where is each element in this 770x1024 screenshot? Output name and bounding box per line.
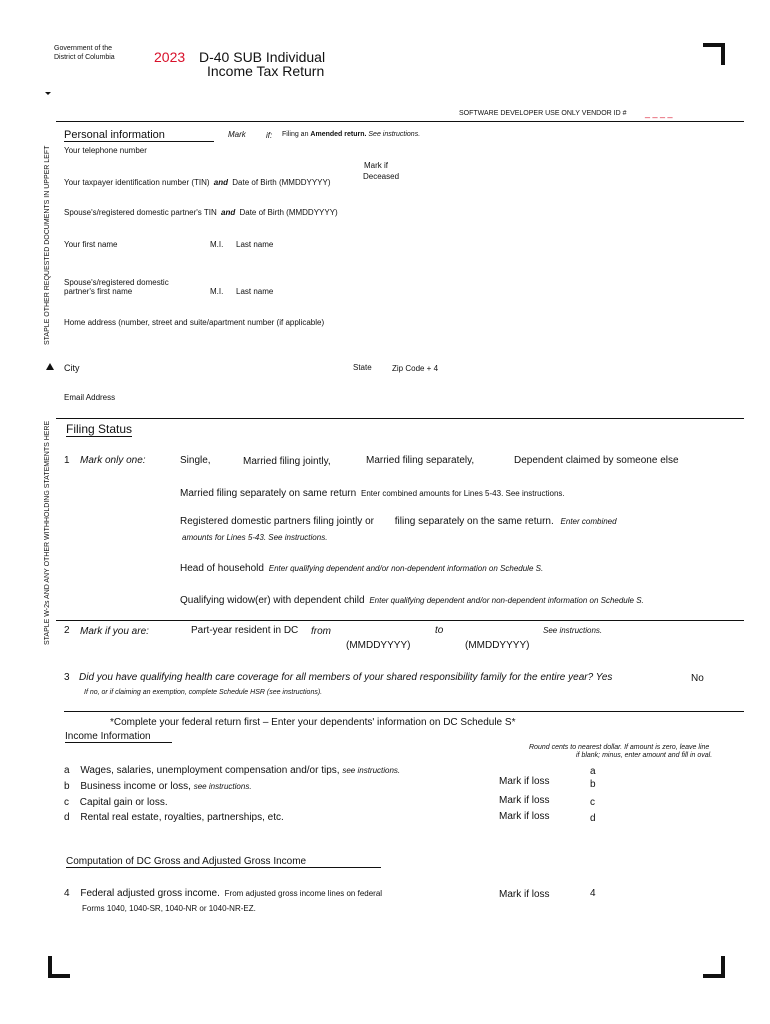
health-question: Did you have qualifying health care coverage for all members of your shared responsibility family for the entire year? Yes: [79, 672, 613, 683]
side-text-bottom: STAPLE W-2s AND ANY OTHER WITHHOLDING STATEMENTS HERE: [44, 420, 51, 645]
health-no-option[interactable]: No: [691, 673, 704, 684]
mark-if-you-are: Mark if you are:: [80, 626, 149, 637]
line4: 4 Federal adjusted gross income. From adjusted gross income lines on federal: [64, 888, 383, 899]
married-same-return-option[interactable]: Married filing separately on same return Enter combined amounts for Lines 5-43. See instructions.: [180, 488, 565, 499]
box-4-label: 4: [590, 888, 596, 899]
deceased-label: Deceased: [363, 172, 400, 181]
spouse-first-line2: partner's first name: [64, 287, 133, 296]
telephone-label: Your telephone number: [64, 146, 147, 155]
line1-number: 1: [64, 455, 70, 466]
health-note: If no, or if claiming an exemption, complete Schedule HSR (see instructions).: [84, 689, 323, 696]
tin-label: Your taxpayer identification number (TIN) and Date of Birth (MMDDYYYY): [64, 178, 331, 187]
gov-line1: Government of the: [54, 45, 112, 52]
mark-if-loss-4[interactable]: Mark if loss: [499, 889, 550, 900]
mark-if-label: Mark if: [364, 161, 388, 170]
city-arrow-icon: [46, 363, 54, 370]
zip-label: Zip Code + 4: [392, 364, 439, 373]
head-household-option[interactable]: Head of household Enter qualifying dependent and/or non-dependent information on Schedule S.: [180, 563, 544, 574]
box-c-label: c: [590, 797, 595, 808]
married-separately-option[interactable]: Married filing separately,: [366, 455, 475, 466]
rdp-line2: amounts for Lines 5-43. See instructions.: [182, 533, 328, 542]
line-d: d Rental real estate, royalties, partnerships, etc.: [64, 812, 284, 823]
email-label: Email Address: [64, 393, 116, 402]
single-option[interactable]: Single,: [180, 455, 211, 466]
form-year: 2023: [154, 49, 186, 65]
box-d-label: d: [590, 813, 596, 824]
spouse-first-line1: Spouse's/registered domestic: [64, 278, 169, 287]
income-rule: [64, 711, 744, 712]
home-address-label: Home address (number, street and suite/apartment number (if applicable): [64, 318, 325, 327]
personal-info-heading: Personal information: [64, 129, 214, 142]
last-name-label-1: Last name: [236, 240, 274, 249]
spouse-tin-label: Spouse's/registered domestic partner's TIN and Date of Birth (MMDDYYYY): [64, 208, 338, 217]
vendor-id-dashes: _ _ _ _: [645, 108, 673, 118]
first-name-label: Your first name: [64, 240, 118, 249]
last-name-label-2: Last name: [236, 287, 274, 296]
line-b: b Business income or loss, see instructions.: [64, 781, 252, 792]
box-a-label: a: [590, 766, 596, 777]
corner-mark-bottom-left: [48, 956, 70, 978]
mark-if-loss-c[interactable]: Mark if loss: [499, 795, 550, 806]
line3-number: 3: [64, 672, 70, 683]
state-label: State: [353, 363, 372, 372]
part-year-option[interactable]: Part-year resident in DC: [191, 625, 299, 636]
round-note-line1: Round cents to nearest dollar. If amount is zero, leave line: [529, 744, 710, 751]
qualifying-widow-option[interactable]: Qualifying widow(er) with dependent child Enter qualifying dependent and/or non-dependent information on Schedule S.: [180, 595, 644, 606]
see-instructions-2: See instructions.: [543, 626, 603, 635]
rdp-option[interactable]: Registered domestic partners filing jointly or filing separately on the same return. Enter combined: [180, 516, 617, 527]
side-text-top: STAPLE OTHER REQUESTED DOCUMENTS IN UPPER LEFT: [44, 145, 51, 345]
form-title-line2: Income Tax Return: [207, 63, 325, 79]
small-arrow-icon: [45, 92, 51, 95]
married-jointly-option[interactable]: Married filing jointly,: [243, 456, 331, 467]
line-a: a Wages, salaries, unemployment compensation and/or tips, see instructions.: [64, 765, 401, 776]
dependent-claimed-option[interactable]: Dependent claimed by someone else: [514, 455, 679, 466]
city-label: City: [64, 363, 80, 373]
mmddyyyy-to: (MMDDYYYY): [465, 640, 530, 651]
round-note-line2: if blank; minus, enter amount and fill in oval.: [576, 752, 713, 759]
from-label: from: [311, 626, 331, 637]
corner-mark-top-right: [703, 43, 725, 65]
filing-status-heading: Filing Status: [66, 422, 133, 436]
line2-number: 2: [64, 625, 70, 636]
gov-line2: District of Columbia: [54, 54, 115, 61]
filing-amended-label: Filing an Amended return. See instructions.: [282, 131, 421, 138]
mark-only-one: Mark only one:: [80, 455, 146, 466]
line2-rule: [56, 620, 744, 621]
computation-heading: Computation of DC Gross and Adjusted Gross Income: [66, 856, 381, 868]
mark-if-loss-b[interactable]: Mark if loss: [499, 776, 550, 787]
corner-mark-bottom-right: [703, 956, 725, 978]
filing-status-rule: [56, 418, 744, 419]
mmddyyyy-from: (MMDDYYYY): [346, 640, 411, 651]
mark-if-loss-d[interactable]: Mark if loss: [499, 811, 550, 822]
vendor-id-label: SOFTWARE DEVELOPER USE ONLY VENDOR ID #: [459, 110, 627, 117]
header-rule: [56, 121, 744, 122]
form-title-line1: D-40 SUB Individual: [199, 49, 326, 65]
complete-federal-note: *Complete your federal return first – Enter your dependents' information on DC Schedule S*: [110, 717, 516, 728]
income-info-heading: Income Information: [65, 731, 172, 743]
line4-note2: Forms 1040, 1040-SR, 1040-NR or 1040-NR-EZ.: [82, 904, 256, 913]
mi-label-2: M.I.: [210, 287, 224, 296]
line-c: c Capital gain or loss.: [64, 797, 168, 808]
mi-label-1: M.I.: [210, 240, 224, 249]
box-b-label: b: [590, 779, 596, 790]
to-label: to: [435, 625, 444, 636]
mark-label: Mark: [228, 130, 246, 139]
if-label: if:: [266, 131, 273, 140]
